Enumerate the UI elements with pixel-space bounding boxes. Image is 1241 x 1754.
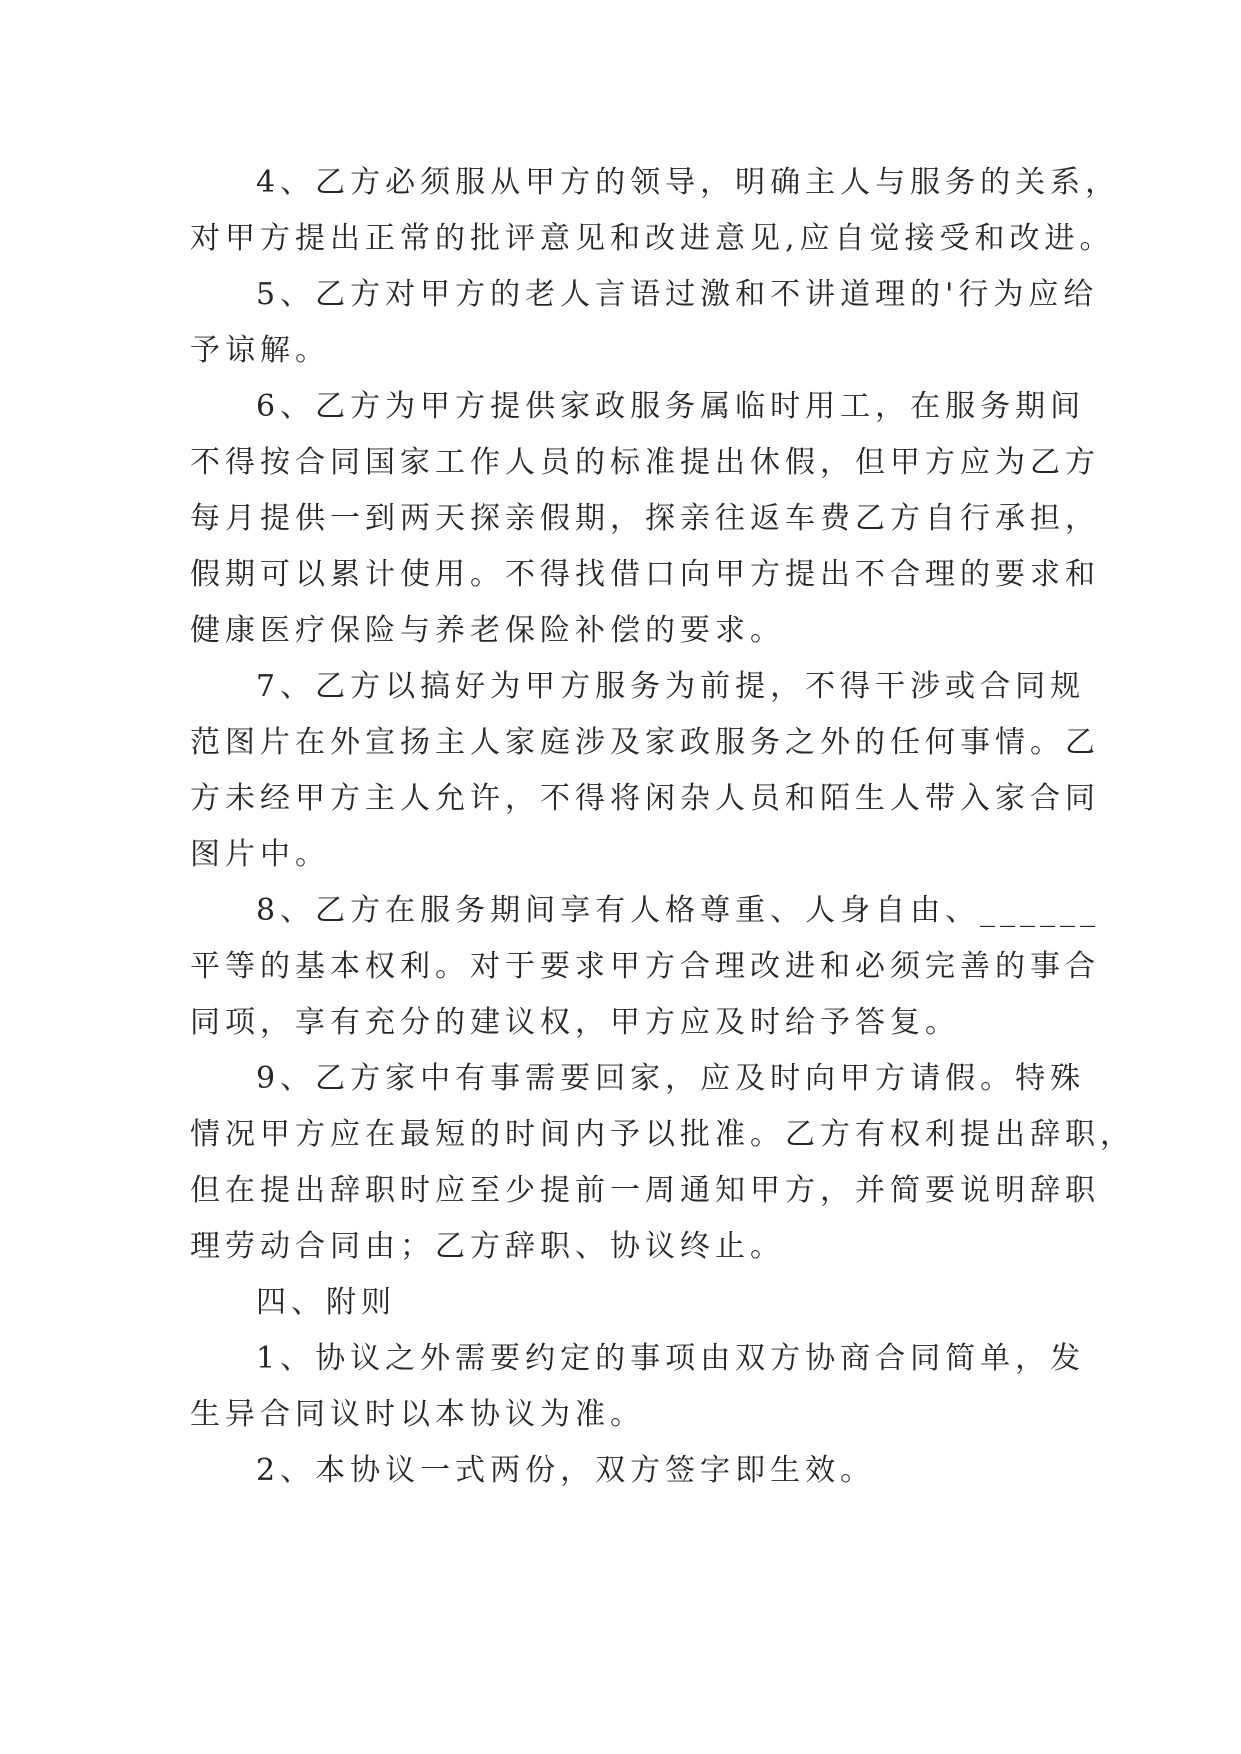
text-line: 范图片在外宣扬主人家庭涉及家政服务之外的任何事情。乙 [190, 725, 1100, 760]
text-line: 2、本协议一式两份，双方签字即生效。 [256, 1453, 876, 1488]
text-line: 图片中。 [190, 837, 330, 872]
text-line: 但在提出辞职时应至少提前一周通知甲方，并简要说明辞职 [190, 1173, 1100, 1208]
paragraph-item-5 [190, 267, 1099, 379]
text-line: 不得按合同国家工作人员的标准提出休假，但甲方应为乙方 [190, 445, 1100, 480]
text-line: 每月提供一到两天探亲假期，探亲往返车费乙方自行承担， [190, 501, 1100, 536]
section-heading-appendix [190, 1275, 1090, 1331]
text-line: 假期可以累计使用。不得找借口向甲方提出不合理的要求和 [190, 557, 1100, 592]
text-line: 对甲方提出正常的批评意见和改进意见,应自觉接受和改进。 [190, 221, 1115, 256]
paragraph-item-appendix-1 [190, 1331, 1090, 1443]
paragraph-item-7 [190, 659, 1100, 883]
paragraph-item-9 [190, 1051, 1135, 1275]
text-line: 4、乙方必须服从甲方的领导，明确主人与服务的关系， [256, 165, 1121, 200]
text-line: 同项，享有充分的建议权，甲方应及时给予答复。 [190, 1005, 960, 1040]
text-line: 1、协议之外需要约定的事项由双方协商合同简单，发 [256, 1341, 1086, 1376]
paragraph-item-8 [190, 883, 1101, 1051]
document-body [190, 155, 1135, 1499]
text-line: 予谅解。 [190, 333, 330, 368]
section-heading: 四、附则 [256, 1285, 396, 1320]
text-line: 生异合同议时以本协议为准。 [190, 1397, 645, 1432]
text-line: 情况甲方应在最短的时间内予以批准。乙方有权利提出辞职， [190, 1117, 1135, 1152]
text-line: 理劳动合同由；乙方辞职、协议终止。 [190, 1229, 785, 1264]
text-line: 平等的基本权利。对于要求甲方合理改进和必须完善的事合 [190, 949, 1100, 984]
paragraph-item-6 [190, 379, 1100, 659]
text-line: 5、乙方对甲方的老人言语过激和不讲道理的'行为应给 [256, 277, 1099, 312]
paragraph-item-appendix-2 [190, 1443, 1090, 1499]
text-line: 7、乙方以搞好为甲方服务为前提，不得干涉或合同规 [256, 669, 1086, 704]
text-line: 方未经甲方主人允许，不得将闲杂人员和陌生人带入家合同 [190, 781, 1100, 816]
paragraph-item-4 [190, 155, 1121, 267]
text-line: 8、乙方在服务期间享有人格尊重、人身自由、______ [256, 893, 1101, 928]
text-line: 9、乙方家中有事需要回家，应及时向甲方请假。特殊 [256, 1061, 1086, 1096]
text-line: 6、乙方为甲方提供家政服务属临时用工，在服务期间 [256, 389, 1086, 424]
text-line: 健康医疗保险与养老保险补偿的要求。 [190, 613, 785, 648]
